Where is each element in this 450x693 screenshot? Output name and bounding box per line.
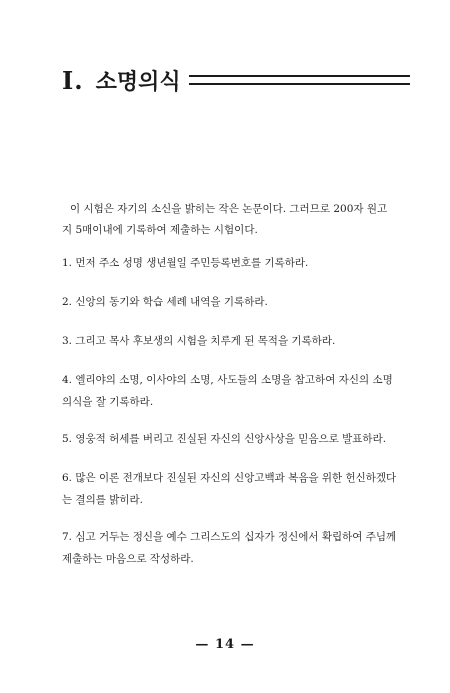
- instruction-item-7: 7. 심고 거두는 정신을 예수 그리스도의 십자가 정신에서 확립하여 주님께 제출하는 마음으로 작성하라.: [62, 531, 397, 565]
- instruction-item-4: 4. 엘리야의 소명, 이사야의 소명, 사도들의 소명을 참고하여 자신의 소명의식을 잘 기록하라.: [62, 374, 393, 408]
- instruction-item-3: 3. 그리고 목사 후보생의 시험을 치루게 된 목적을 기록하라.: [62, 335, 336, 347]
- instruction-list: [62, 252, 397, 585]
- section-title: 소명의식: [95, 69, 181, 95]
- section-heading: [62, 62, 410, 98]
- heading-double-rule: [189, 75, 410, 85]
- instruction-item-5: 5. 영웅적 허세를 버리고 진실된 자신의 신앙사상을 믿음으로 발표하라.: [62, 433, 387, 445]
- instruction-item-6: 6. 많은 이론 전개보다 진실된 자신의 신앙고백과 복음을 위한 헌신하겠다는 결의를 밝히라.: [62, 472, 397, 506]
- instruction-item-1: 1. 먼저 주소 성명 생년월일 주민등록번호를 기록하라.: [62, 257, 309, 269]
- page-number: — 14 —: [195, 637, 255, 652]
- section-number: I.: [62, 65, 84, 95]
- instruction-item-2: 2. 신앙의 동기와 학습 세례 내역을 기록하라.: [62, 296, 268, 308]
- intro-paragraph: 이 시험은 자기의 소신을 밝히는 작은 논문이다. 그러므로 200자 원고지 5매이내에 기록하여 제출하는 시험이다.: [62, 203, 388, 236]
